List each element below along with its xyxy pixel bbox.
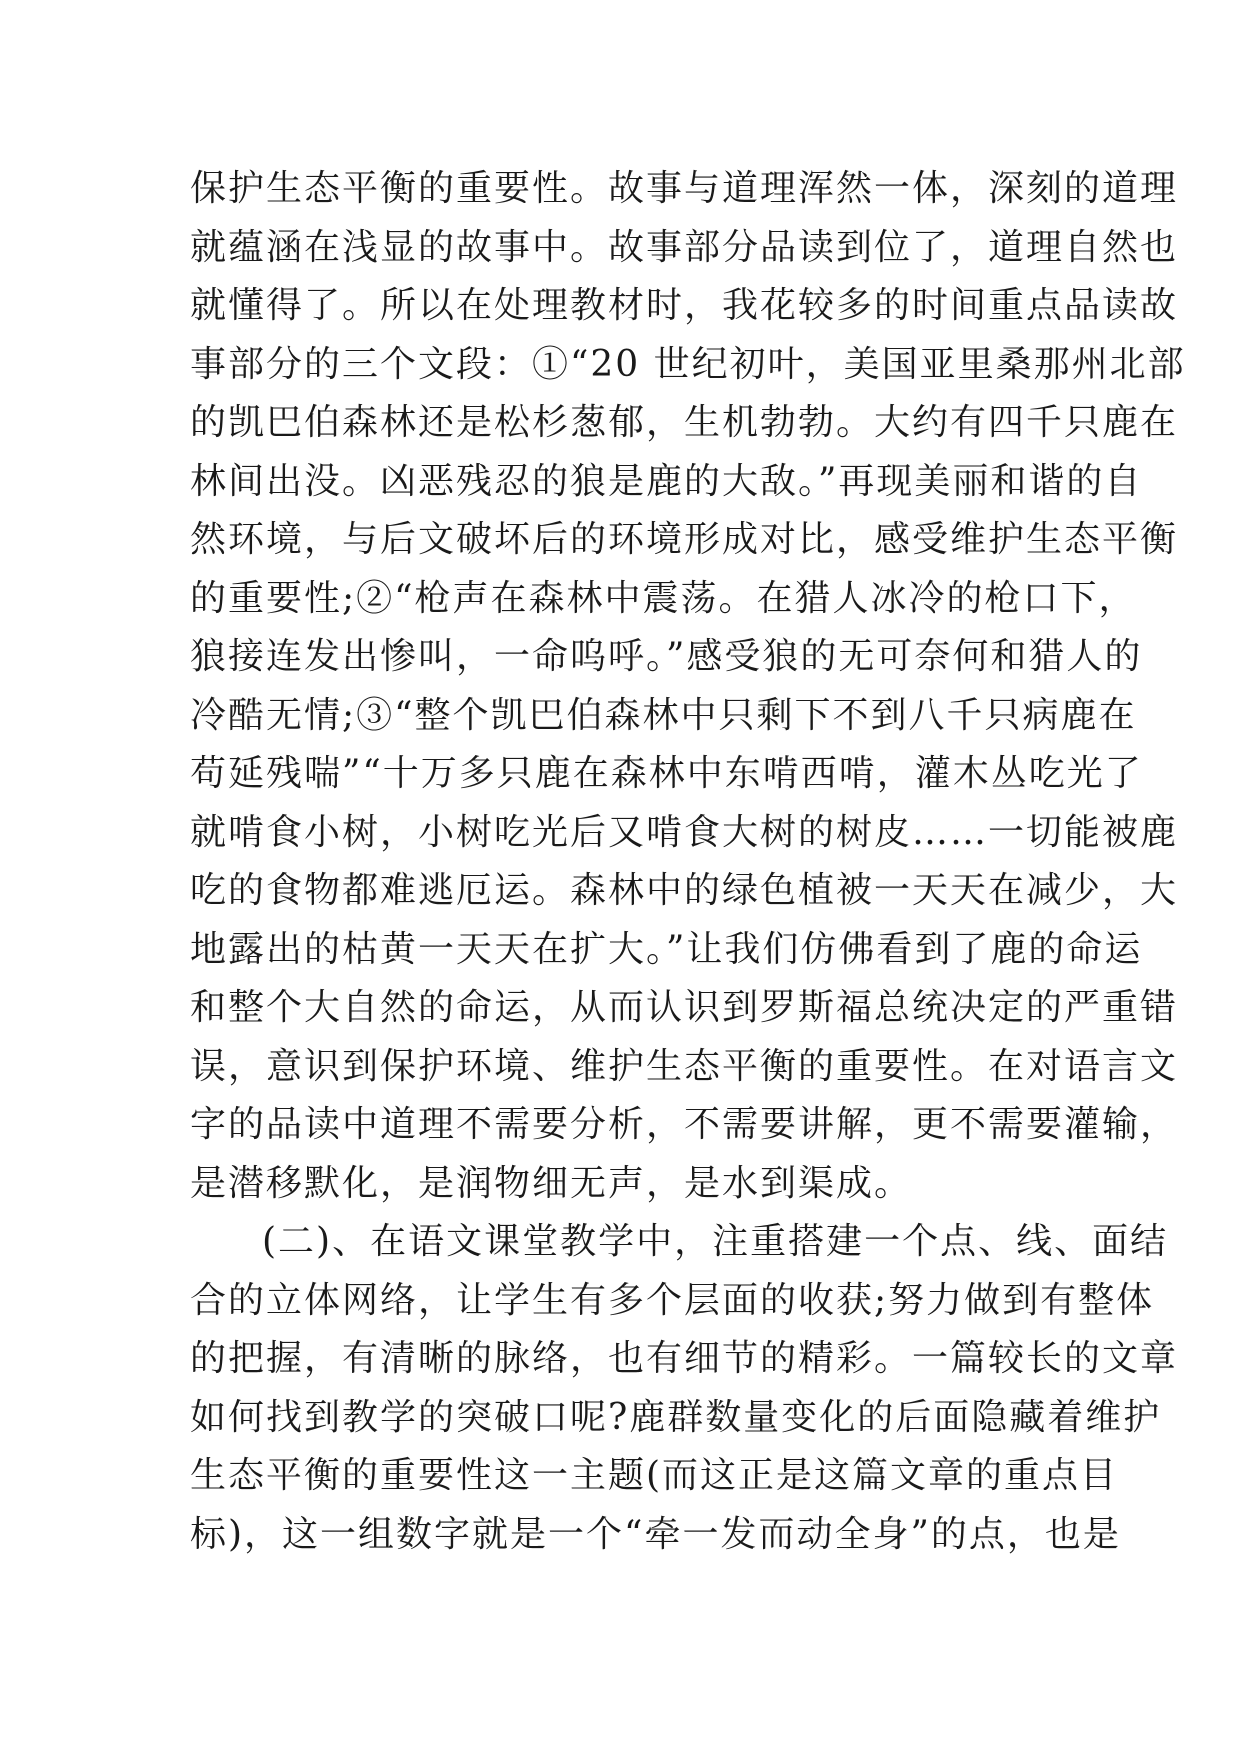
text-line: 如何找到教学的突破口呢?鹿群数量变化的后面隐藏着维护 bbox=[190, 1396, 1162, 1438]
text-line: 苟延残喘”“十万多只鹿在森林中东啃西啃，灌木丛吃光了 bbox=[190, 753, 1143, 794]
text-line: 标)，这一组数字就是一个“牵一发而动全身”的点，也是 bbox=[190, 1513, 1121, 1555]
text-line: 是潜移默化，是润物细无声，是水到渠成。 bbox=[190, 1162, 913, 1204]
paragraph-start-line: (二)、在语文课堂教学中，注重搭建一个点、线、面结 bbox=[262, 1221, 1169, 1262]
body-text bbox=[190, 160, 1186, 1564]
text-line: 合的立体网络，让学生有多个层面的收获;努力做到有整体 bbox=[190, 1279, 1155, 1321]
text-line: 事部分的三个文段：①“20 世纪初叶，美国亚里桑那州北部 bbox=[190, 343, 1186, 385]
text-line: 就啃食小树，小树吃光后又啃食大树的树皮……一切能被鹿 bbox=[190, 811, 1179, 853]
text-line: 的凯巴伯森林还是松杉葱郁，生机勃勃。大约有四千只鹿在 bbox=[190, 402, 1179, 443]
text-line: 的重要性;②“枪声在森林中震荡。在猎人冰冷的枪口下， bbox=[190, 577, 1137, 619]
text-line: 保护生态平衡的重要性。故事与道理浑然一体，深刻的道理 bbox=[190, 168, 1179, 209]
text-line: 字的品读中道理不需要分析，不需要讲解，更不需要灌输， bbox=[190, 1104, 1179, 1145]
text-line: 就懂得了。所以在处理教材时，我花较多的时间重点品读故 bbox=[190, 285, 1179, 326]
text-line: 就蕴涵在浅显的故事中。故事部分品读到位了，道理自然也 bbox=[190, 226, 1179, 268]
text-line: 林间出没。凶恶残忍的狼是鹿的大敌。”再现美丽和谐的自 bbox=[190, 460, 1143, 502]
text-line: 生态平衡的重要性这一主题(而这正是这篇文章的重点目 bbox=[190, 1455, 1119, 1496]
text-line: 误，意识到保护环境、维护生态平衡的重要性。在对语言文 bbox=[190, 1045, 1179, 1087]
text-line: 然环境，与后文破坏后的环境形成对比，感受维护生态平衡 bbox=[190, 519, 1179, 560]
text-line: 和整个大自然的命运，从而认识到罗斯福总统决定的严重错 bbox=[190, 987, 1179, 1028]
text-line: 狼接连发出惨叫，一命呜呼。”感受狼的无可奈何和猎人的 bbox=[190, 636, 1143, 677]
text-line: 地露出的枯黄一天天在扩大。”让我们仿佛看到了鹿的命运 bbox=[190, 928, 1143, 970]
text-line: 的把握，有清晰的脉络，也有细节的精彩。一篇较长的文章 bbox=[190, 1338, 1179, 1379]
text-line: 冷酷无情;③“整个凯巴伯森林中只剩下不到八千只病鹿在 bbox=[190, 694, 1137, 736]
text-line: 吃的食物都难逃厄运。森林中的绿色植被一天天在减少，大 bbox=[190, 870, 1179, 911]
